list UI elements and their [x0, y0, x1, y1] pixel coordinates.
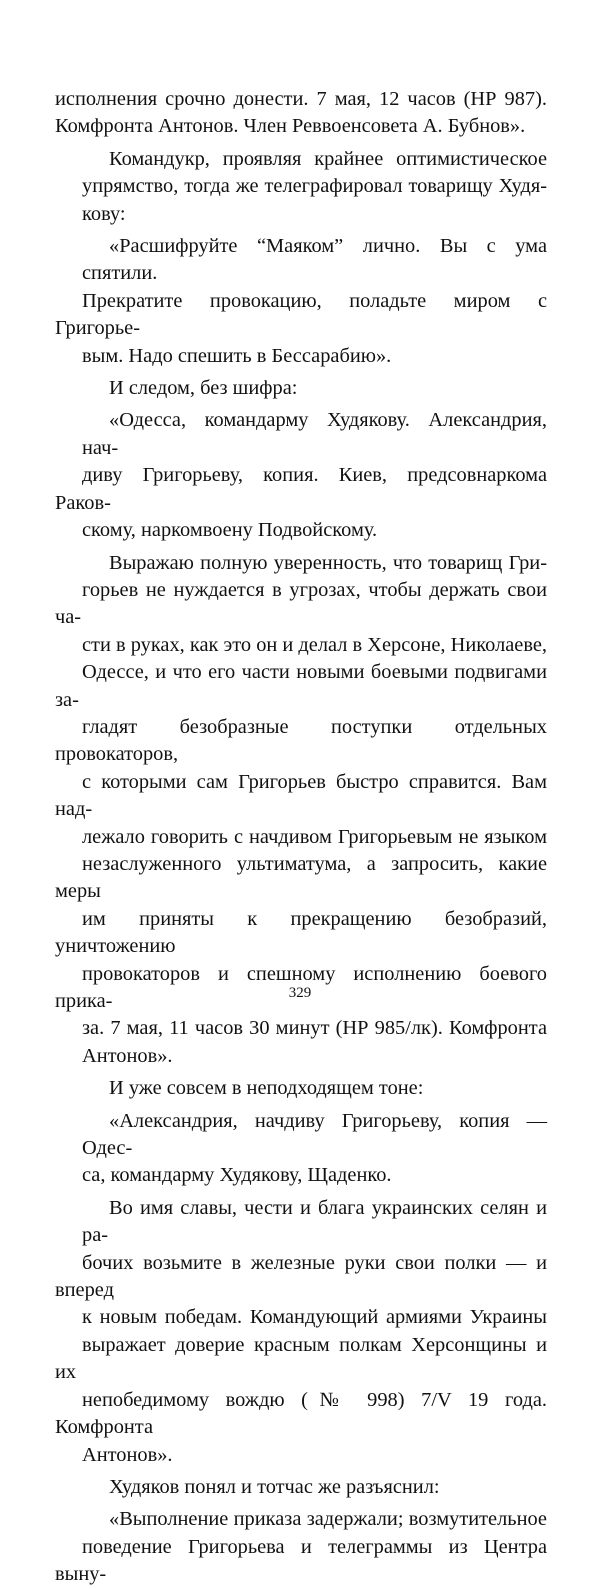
paragraph-1: [55, 86, 547, 141]
paragraph-11: [55, 1506, 547, 1588]
text-line: поведение Григорьева и телеграммы из Центра выну-: [55, 1535, 547, 1586]
text-line: горьев не нуждается в угрозах, чтобы держать свои ча-: [55, 578, 547, 629]
paragraph-10: [55, 1474, 547, 1501]
text-line: им приняты к прекращению безобразий, уничтожению: [55, 907, 547, 958]
text-line: вым. Надо спешить в Бессарабию».: [82, 344, 392, 367]
text-line: диву Григорьеву, копия. Киев, предсовнаркома Раков-: [55, 464, 547, 514]
text-line: И следом, без шифра:: [109, 377, 298, 400]
text-line: са, командарму Худякову, Щаденко.: [82, 1164, 392, 1187]
text-line: «Выполнение приказа задержали; возмутительное: [109, 1508, 547, 1531]
text-line: за. 7 мая, 11 часов 30 минут (НР 985/лк). Комфронта: [82, 1017, 547, 1040]
paragraph-5: [55, 407, 547, 544]
text-line: Худяков понял и тотчас же разъяснил:: [109, 1475, 440, 1498]
text-line: кову:: [82, 202, 126, 225]
text-line: И уже совсем в неподходящем тоне:: [109, 1077, 424, 1100]
text-line: «Александрия, начдиву Григорьеву, копия — Одес-: [82, 1109, 547, 1160]
text-line: Командукр, проявляя крайнее оптимистическое: [109, 147, 547, 170]
text-line: сти в руках, как это он и делал в Херсоне, Николаеве,: [82, 633, 547, 656]
text-line: непобедимому вождю (№ 998) 7/V 19 года. Комфронта: [55, 1388, 547, 1439]
text-line: «Расшифруйте “Маяком” лично. Вы с ума спятили.: [82, 235, 547, 285]
paragraph-4: [55, 375, 547, 402]
text-line: упрямство, тогда же телеграфировал товарищу Худя-: [82, 175, 547, 198]
text-line: Прекратите провокацию, поладьте миром с Григорье-: [55, 289, 547, 340]
paragraph-2: [55, 146, 547, 228]
text-line: Комфронта Антонов. Член Реввоенсовета А. Бубнов».: [55, 115, 526, 138]
paragraph-3: [55, 233, 547, 370]
text-line: к новым победам. Командующий армиями Украины: [82, 1306, 547, 1329]
text-line: с которыми сам Григорьев быстро справится. Вам над-: [55, 770, 547, 821]
text-line: Выражаю полную уверенность, что товарищ Гри-: [109, 551, 547, 574]
text-line: Одессе, и что его части новыми боевыми подвигами за-: [55, 661, 547, 711]
paragraph-8: [55, 1108, 547, 1190]
text-line: выражает доверие красным полкам Херсонщины и их: [55, 1333, 547, 1384]
text-line: исполнения срочно донести. 7 мая, 12 часов (НР 987).: [55, 88, 547, 110]
text-line: гладят безобразные поступки отдельных провокаторов,: [55, 715, 547, 766]
text-line: Во имя славы, чести и блага украинских селян и ра-: [82, 1196, 547, 1247]
page-text: [55, 86, 547, 1589]
page-number: 329: [288, 985, 312, 1001]
text-line: провокаторов и спешному исполнению боевого прика-: [55, 962, 547, 1012]
text-line: незаслуженного ультиматума, а запросить, какие меры: [55, 852, 547, 903]
paragraph-7: [55, 1075, 547, 1102]
text-line: Антонов».: [82, 1443, 173, 1466]
text-line: лежало говорить с начдивом Григорьевым не языком: [82, 825, 547, 848]
text-line: бочих возьмите в железные руки свои полки — и вперед: [55, 1251, 547, 1302]
paragraph-9: [55, 1195, 547, 1469]
text-line: скому, наркомвоену Подвойскому.: [82, 519, 378, 542]
text-line: Антонов».: [82, 1044, 173, 1067]
text-line: «Одесса, командарму Худякову. Александрия, нач-: [82, 409, 547, 459]
